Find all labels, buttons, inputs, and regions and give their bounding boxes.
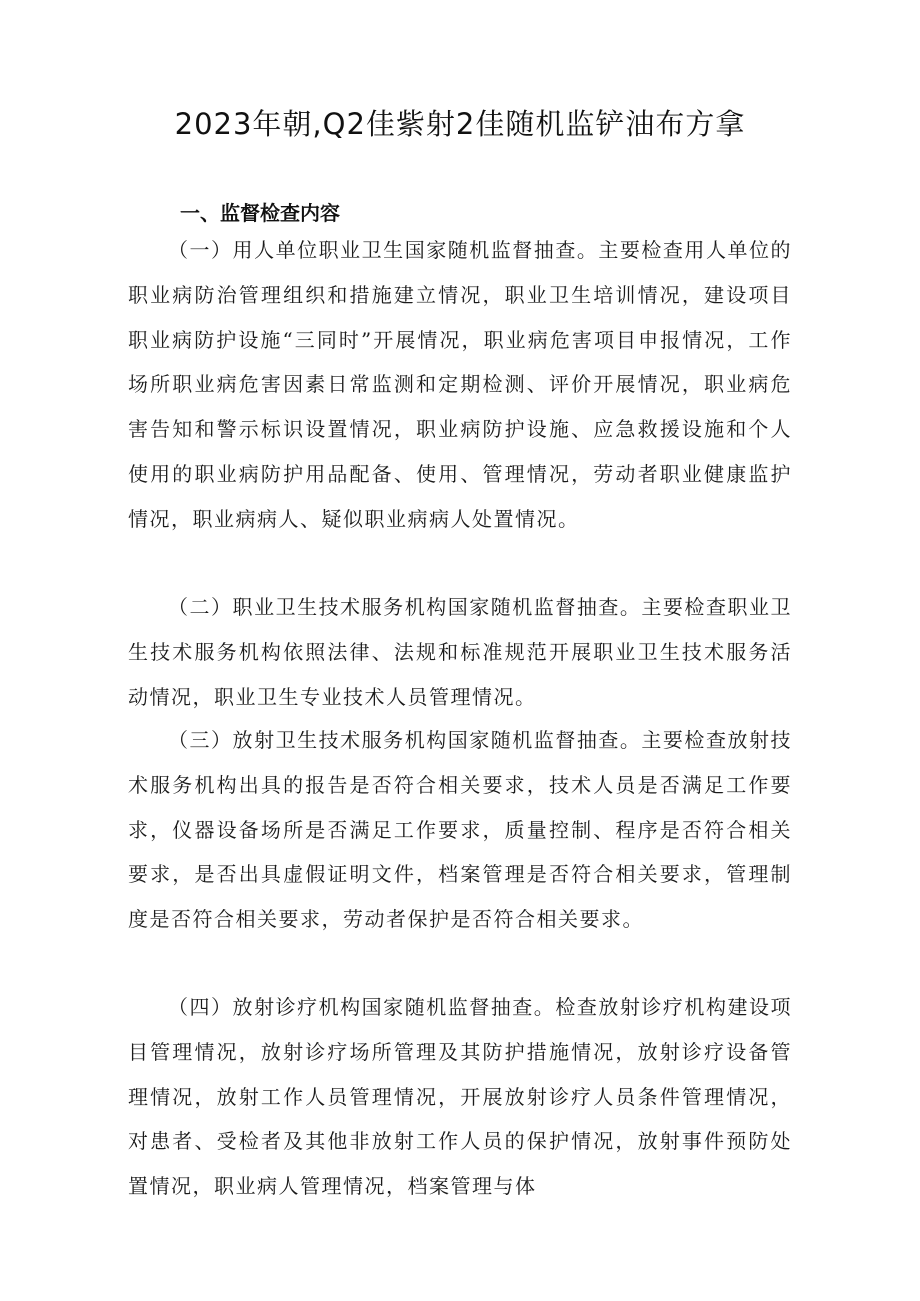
document-title: 2023年朝,Q2佳紫射2佳随机监铲油布方拿 [174,107,746,141]
paragraph-radiation-health-service-inspection: （三）放射卫生技术服务机构国家随机监督抽查。主要检查放射技术服务机构出具的报告是否符合相关要求，技术人员是否满足工作要求，仪器设备场所是否满足工作要求，质量控制、程序是否符合相关要求，是否出具虚假证明文件，档案管理是否符合相关要求，管理制度是否符合相关要求，劳动者保护是否符合相关要求。 [128,728,792,932]
section-heading: 一、监督检查内容 [180,201,340,225]
paragraph-employer-inspection: （一）用人单位职业卫生国家随机监督抽查。主要检查用人单位的职业病防治管理组织和措施建立情况，职业卫生培训情况，建设项目职业病防护设施“三同时”开展情况，职业病危害项目申报情况，工作场所职业病危害因素日常监测和定期检测、评价开展情况，职业病危害告知和警示标识设置情况，职业病防护设施、应急救援设施和个人使用的职业病防护用品配备、使用、管理情况，劳动者职业健康监护情况，职业病病人、疑似职业病病人处置情况。 [128,238,792,531]
paragraph-radiology-institution-inspection: （四）放射诊疗机构国家随机监督抽查。检查放射诊疗机构建设项目管理情况，放射诊疗场所管理及其防护措施情况，放射诊疗设备管理情况，放射工作人员管理情况，开展放射诊疗人员条件管理情况，对患者、受检者及其他非放射工作人员的保护情况，放射事件预防处置情况，职业病人管理情况，档案管理与体 [128,995,792,1199]
paragraph-occupational-health-service-inspection: （二）职业卫生技术服务机构国家随机监督抽查。主要检查职业卫生技术服务机构依照法律、法规和标准规范开展职业卫生技术服务活动情况，职业卫生专业技术人员管理情况。 [128,595,792,709]
